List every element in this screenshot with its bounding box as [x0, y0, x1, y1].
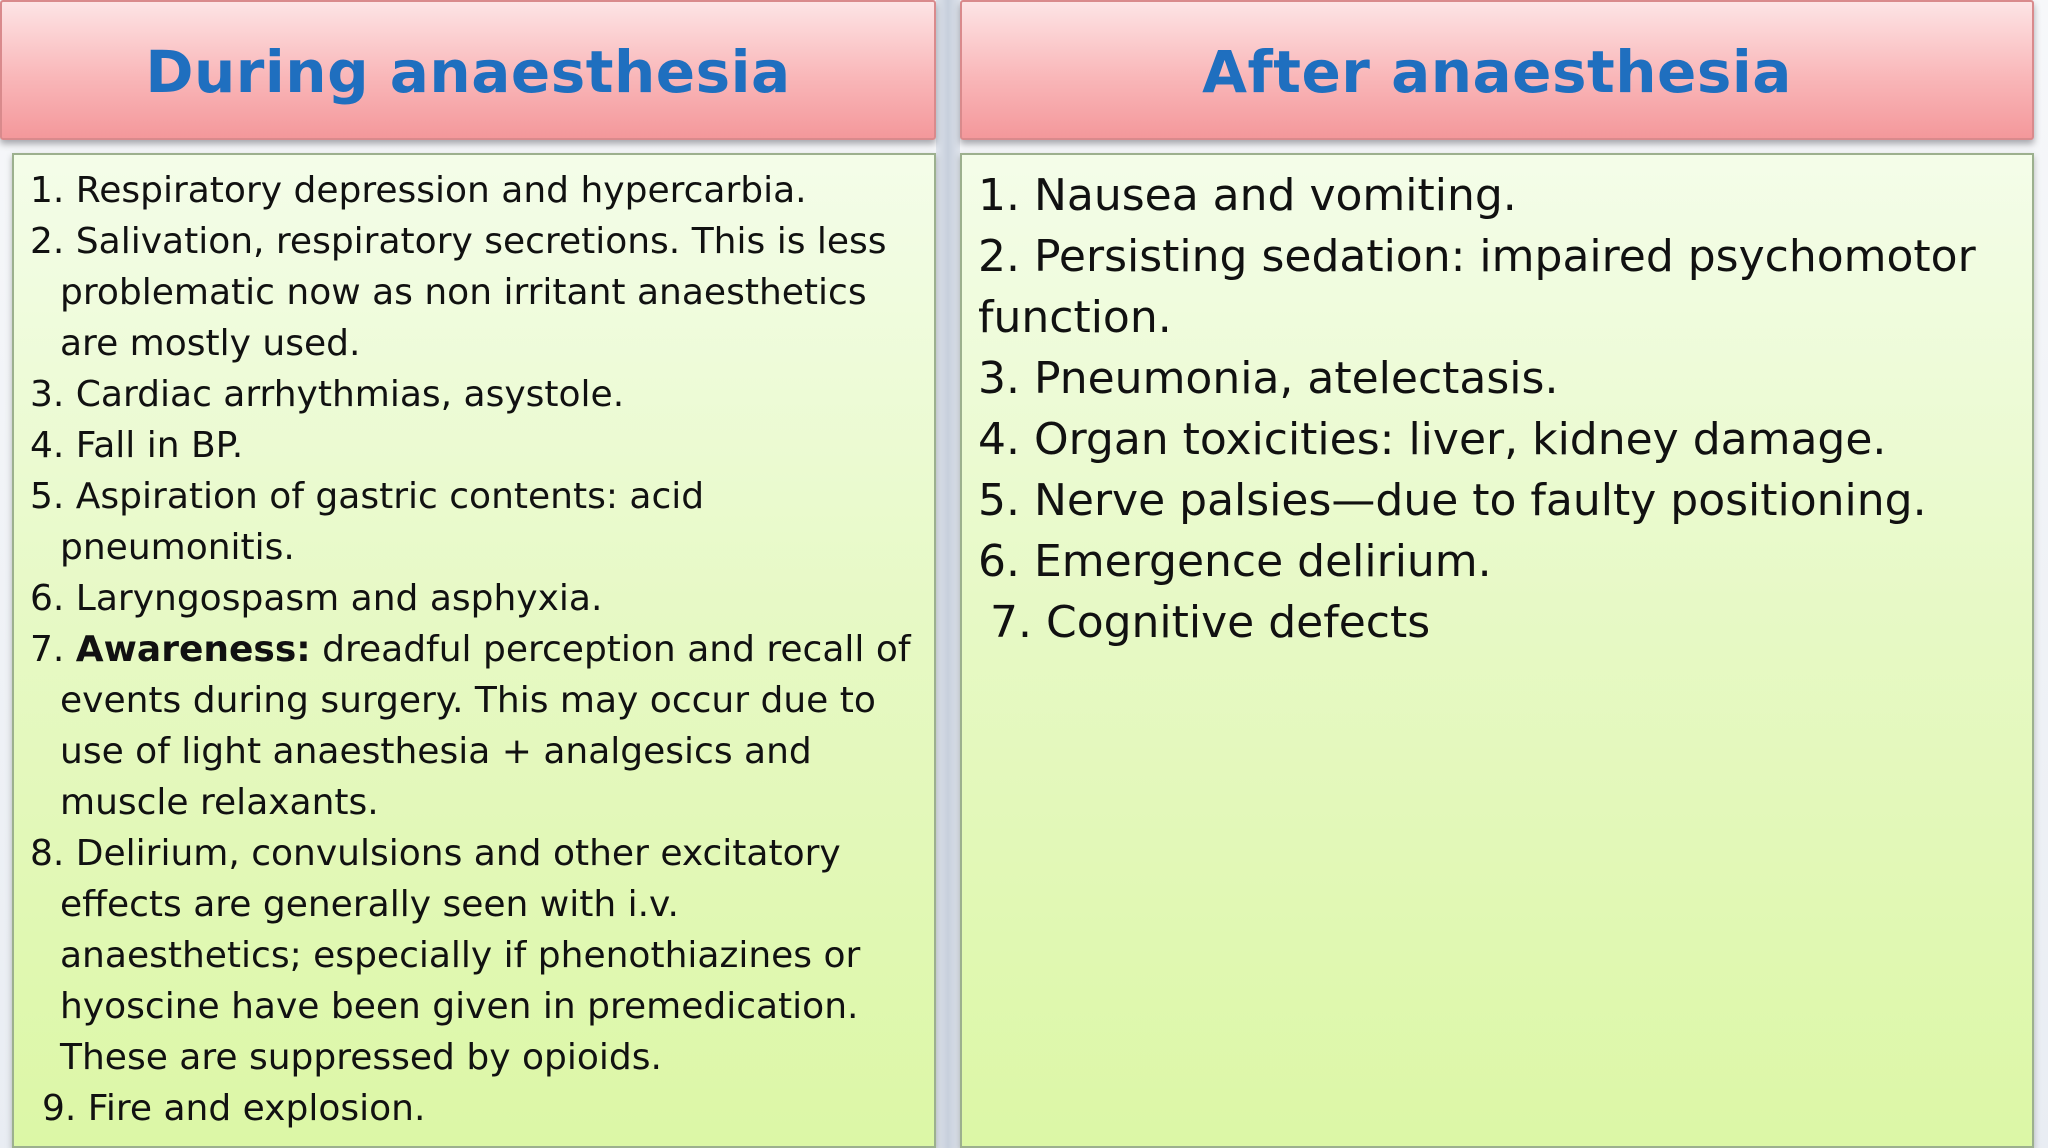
list-item: 9. Fire and explosion.	[42, 1088, 426, 1129]
list-item: 3. Cardiac arrhythmias, asystole.	[30, 374, 625, 415]
list-item: 4. Organ toxicities: liver, kidney damage.	[978, 414, 1887, 465]
list-item: 4. Fall in BP.	[30, 425, 244, 466]
awareness-text: dreadful perception and recall of events during surgery. This may occur due to use of light anaesthesia + analgesics and muscle relaxants.	[60, 629, 911, 823]
during-anaesthesia-header	[0, 0, 936, 140]
during-anaesthesia-panel	[12, 153, 936, 1148]
awareness-prefix: 7.	[30, 629, 76, 670]
list-item: 8. Delirium, convulsions and other excitatory effects are generally seen with i.v. anaesthetics; especially if phenothiazines or hyoscine have been given in premedication. These are suppressed by opioids.	[30, 833, 861, 1078]
list-item: 5. Aspiration of gastric contents: acid pneumonitis.	[30, 476, 705, 568]
after-anaesthesia-header	[960, 0, 2034, 140]
list-item: 5. Nerve palsies—due to faulty positioning.	[978, 475, 1927, 526]
after-anaesthesia-title: After anaesthesia	[1202, 38, 1792, 106]
list-item: 2. Salivation, respiratory secretions. This is less problematic now as non irritant anaesthetics are mostly used.	[30, 221, 887, 364]
column-divider	[936, 0, 960, 1148]
after-anaesthesia-list	[978, 165, 2008, 653]
list-item: 1. Nausea and vomiting.	[978, 170, 1517, 221]
list-item: 2. Persisting sedation: impaired psychomotor function.	[978, 231, 1976, 343]
after-anaesthesia-panel	[960, 153, 2034, 1148]
list-item: 1. Respiratory depression and hypercarbia.	[30, 170, 807, 211]
list-item: 6. Laryngospasm and asphyxia.	[30, 578, 603, 619]
list-item-awareness	[30, 624, 916, 828]
during-anaesthesia-list	[30, 165, 916, 1134]
during-anaesthesia-title: During anaesthesia	[145, 38, 791, 106]
list-item: 3. Pneumonia, atelectasis.	[978, 353, 1559, 404]
list-item: 6. Emergence delirium.	[978, 536, 1492, 587]
awareness-label: Awareness:	[75, 629, 311, 670]
list-item: 7. Cognitive defects	[990, 597, 1431, 648]
